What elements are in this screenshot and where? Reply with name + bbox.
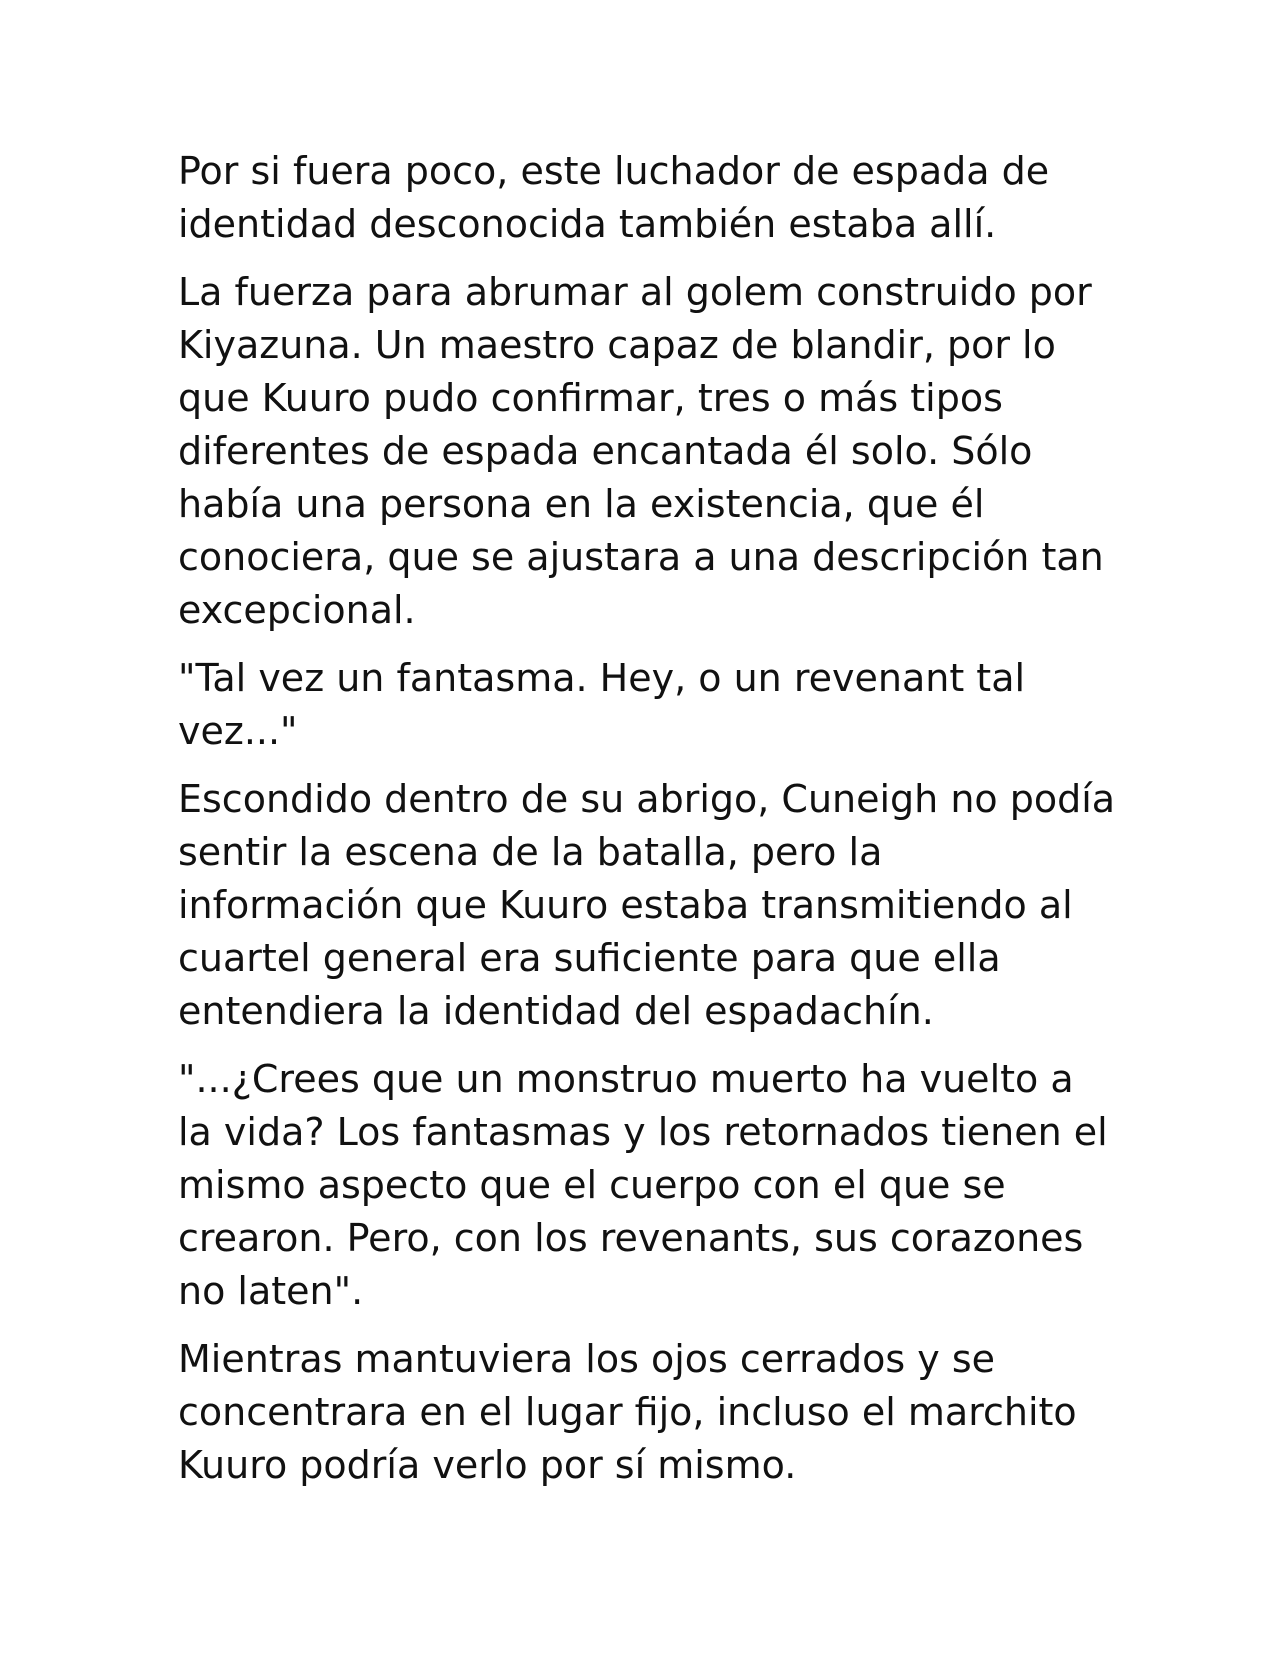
paragraph-3: "Tal vez un fantasma. Hey, o un revenant tal vez..." <box>178 656 1026 753</box>
paragraph-6: Mientras mantuviera los ojos cerrados y se concentrara en el lugar fijo, incluso el marchito Kuuro podría verlo por sí mismo. <box>178 1337 1077 1487</box>
paragraph-4: Escondido dentro de su abrigo, Cuneigh no podía sentir la escena de la batalla, pero la información que Kuuro estaba transmitiendo al cuartel general era suficiente para que ella entendiera la identidad del espadachín. <box>178 777 1116 1033</box>
document-page <box>178 145 1118 1507</box>
paragraph-5: "...¿Crees que un monstruo muerto ha vuelto a la vida? Los fantasmas y los retornados tienen el mismo aspecto que el cuerpo con el que se crearon. Pero, con los revenants, sus corazones no laten". <box>178 1057 1108 1313</box>
paragraph-2: La fuerza para abrumar al golem construido por Kiyazuna. Un maestro capaz de blandir, por lo que Kuuro pudo confirmar, tres o más tipos diferentes de espada encantada él solo. Sólo había una persona en la existencia, que él conociera, que se ajustara a una descripción tan excepcional. <box>178 270 1104 632</box>
paragraph-1: Por si fuera poco, este luchador de espada de identidad desconocida también estaba allí. <box>178 149 1050 246</box>
